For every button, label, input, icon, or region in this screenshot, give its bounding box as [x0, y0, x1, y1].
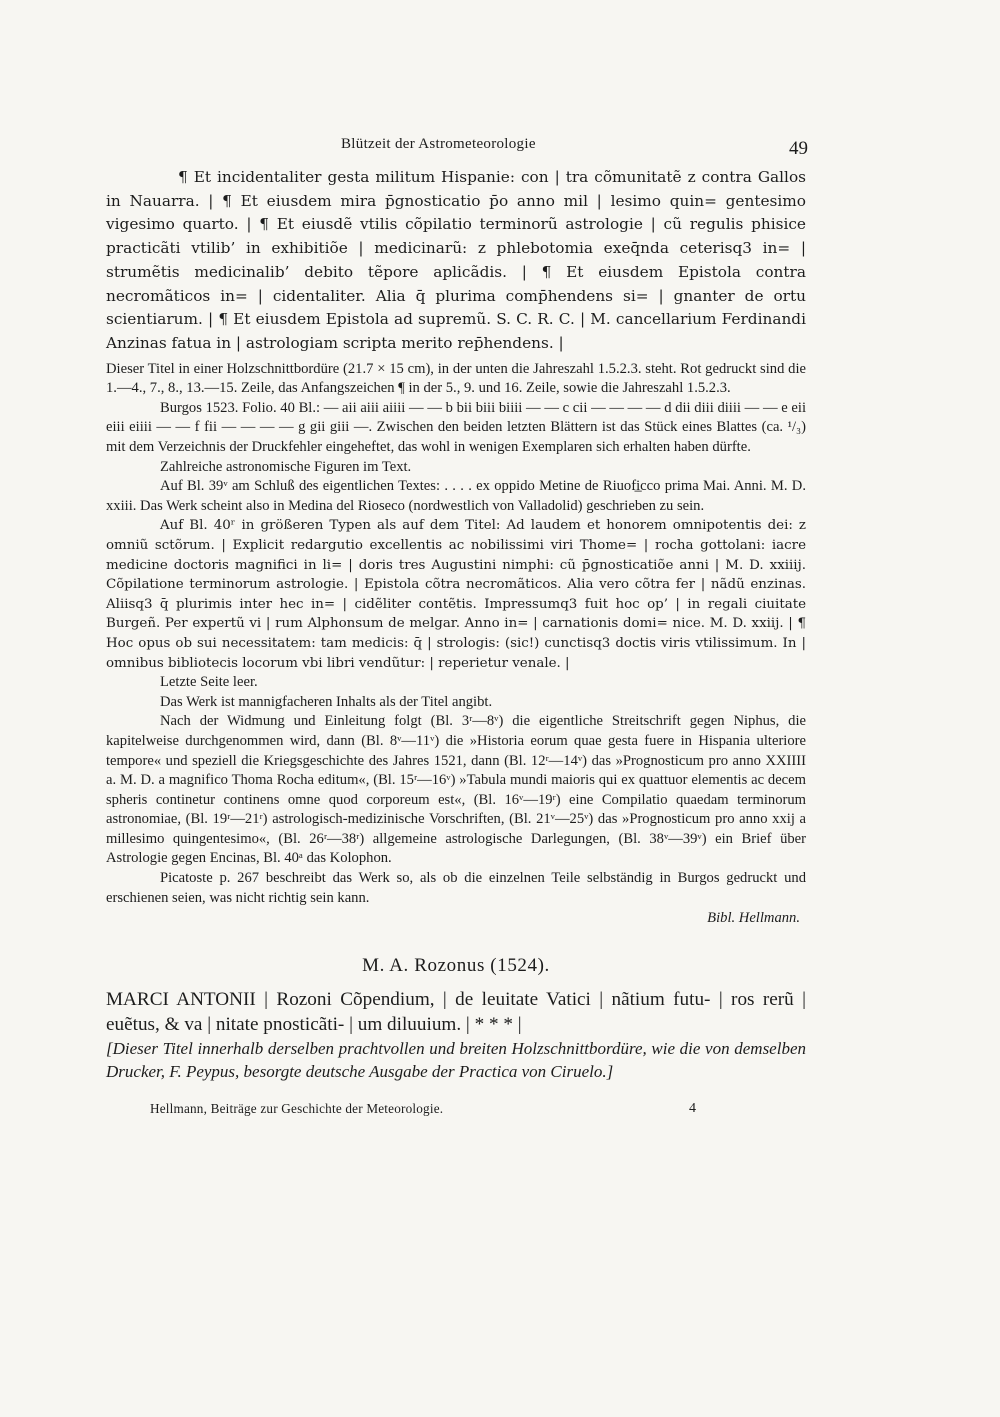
- entry-note: [Dieser Titel innerhalb derselben prachtvollen und breiten Holzschnittbordüre, wie die von demselben Drucker, F. Peypus, besorgte deutsche Ausgabe der Practica von Ciruelo.]: [106, 1039, 806, 1082]
- running-head: Blützeit der Astrometeorologie: [341, 136, 536, 152]
- page-number: 49: [789, 138, 808, 159]
- paragraph-contents: Nach der Widmung und Einleitung folgt (Bl. 3ʳ—8ᵛ) die eigentliche Streitschrift gegen Niphus, die kapitelweise durchgenommen wird, dann (Bl. 8ᵛ—11ᵛ) die »Historia eorum quae gesta fuere in Hispania ulteriore tempore« und speziell die Kriegsgeschichte des Jahres 1521, dann (Bl. 12ʳ—14ᵛ) das »Prognosticum pro anno XXIIII a. M. D. a magnifico Thoma Rocha editum«, (Bl. 15ʳ—16ᵛ) »Tabula mundi maioris qui ex quattuor elementis ac decem spheris continetur continens omne quod corporeum est«, (Bl. 16ᵛ—19ʳ) eine Compilatio quaedam terminorum astronomiae, (Bl. 19ʳ—21ʳ) astrologisch-medizinische Vorschriften, (Bl. 21ᵛ—25ᵛ) das »Prognosticum pro anno xxij a millesimo quingentesimo«, (Bl. 26ʳ—38ʳ) allgemeine astrologische Darlegungen, (Bl. 38ᵛ—39ᵛ) ein Brief über Astrologie gegen Encinas, Bl. 40ᵃ das Kolophon.: [106, 713, 806, 867]
- paragraph-title-note: Dieser Titel in einer Holzschnittbordüre (21.7 × 15 cm), in der unten die Jahreszahl 1.5.2.3. steht. Rot gedruckt sind die 1.—4., 7., 8., 13.—15. Zeile, das Anfangszeichen ¶ in der 5., 9. und 16. Zeile, sowie die Jahreszahl 1.5.2.3.: [106, 360, 806, 397]
- description-body: [106, 360, 806, 909]
- entry-heading: M. A. Rozonus (1524).: [362, 955, 550, 977]
- paragraph-colophon: Auf Bl. 40ʳ in größeren Typen als auf dem Titel: Ad laudem et honorem omnipotentis dei: z omniũ sctõrum. | Explicit redargutio excellentis ac nobilissimi viri Thome= | rocha gottolani: iacre medicine doctoris magnifici in li= | doris tres Augustini nimphi: cũ p̄gnosticatiõe anni | M. D. xxiiij. Cõpilatione terminorum astrologie. | Epistola cõtra necromãticos. Alia vero cõtra fer | nãdũ enzinas. Aliisq3 q̄ plurimis inter hec in= | cidẽliter contẽtis. Impressumq3 fuit hoc op’ | in regali ciuitate Burgeñ. Per expertũ vi | rum Alphonsum de melgar. Anno in= | carnationis domi= nice. M. D. xxiij. | ¶ Hoc opus ob sui necessitatem: tam medicis: q̄ | strologis: (sic!) cunctisq3 doctis viris vtilissimum. In | omnibus bibliotecis locorum vbi libri vendũtur: | reperietur venale. |: [106, 518, 806, 671]
- paragraph-collation: Burgos 1523. Folio. 40 Bl.: — aii aiii aiiii — — b bii biii biiii — — c cii — — — — d dii diii diiii — — e eii eiii eiiii — — f fii — — — — g gii giii —. Zwischen den beiden letzten Blättern ist das Stück eines Blattes (ca. ¹/₃) mit dem Verzeichnis der Druckfehler eingeheftet, das wohl in wenigen Exemplaren sich erhalten haben dürfte.: [106, 399, 806, 455]
- footer-citation: Hellmann, Beiträge zur Geschichte der Meteorologie.: [150, 1101, 444, 1117]
- entry-title: MARCI ANTONII | Rozoni Cõpendium, | de leuitate Vatici | nãtium futu- | ros rerũ | euẽtus, & va | nitate pnosticãti- | um diluuium. | * * * |: [106, 989, 806, 1036]
- paragraph-last-page: Letzte Seite leer.: [160, 674, 258, 691]
- page-header: [106, 130, 806, 164]
- paragraph-figures: Zahlreiche astronomische Figuren im Text.: [160, 458, 412, 475]
- library-signature: Bibl. Hellmann.: [707, 910, 800, 927]
- paragraph-picatoste: Picatoste p. 267 beschreibt das Werk so, als ob die einzelnen Teile selbständig in Burgos gedruckt und erschienen seien, was nicht richtig sein kann.: [106, 870, 806, 906]
- blackletter-title: ¶ Et incidentaliter gesta militum Hispanie: con | tra cõmunitatẽ z contra Gallos in Nauarra. | ¶ Et eiusdem mira p̄gnosticatio p̄o anno mil | lesimo quin= gentesimo vigesimo quarto. | ¶ Et eiusdẽ vtilis cõpilatio terminorũ astrologie | cũ regulis phisice practicãti vtilib’ in exhibitiõe | medicinarũ: z phlebotomia exeq̄nda ceterisq3 in= | strumẽtis medicinalib’ debito tẽpore aplicãdis. | ¶ Et eiusdem Epistola contra necromãticos in= | cidentaliter. Alia q̄ plurima comp̄hendens si= | gnanter de ortu scientiarum. | ¶ Et eiusdem Epistola ad supremũ. S. C. R. C. | M. cancellarium Ferdinandi Anzinas fatua in | astrologiam scripta merito rep̄hendens. |: [106, 168, 806, 352]
- signature-mark: 4: [689, 1101, 696, 1117]
- paragraph-content-note: Das Werk ist mannigfacheren Inhalts als der Titel angibt.: [160, 693, 493, 710]
- document-page: [106, 130, 806, 1123]
- paragraph-explicit: Auf Bl. 39ᵛ am Schluß des eigentlichen Textes: . . . . ex oppido Metine de Riuofi̲cco prima Mai. Anni. M. D. xxiii. Das Werk scheint also in Medina del Rioseco (nordwestlich von Valladolid) geschrieben zu sein.: [106, 478, 806, 514]
- page-footer: [106, 1097, 806, 1123]
